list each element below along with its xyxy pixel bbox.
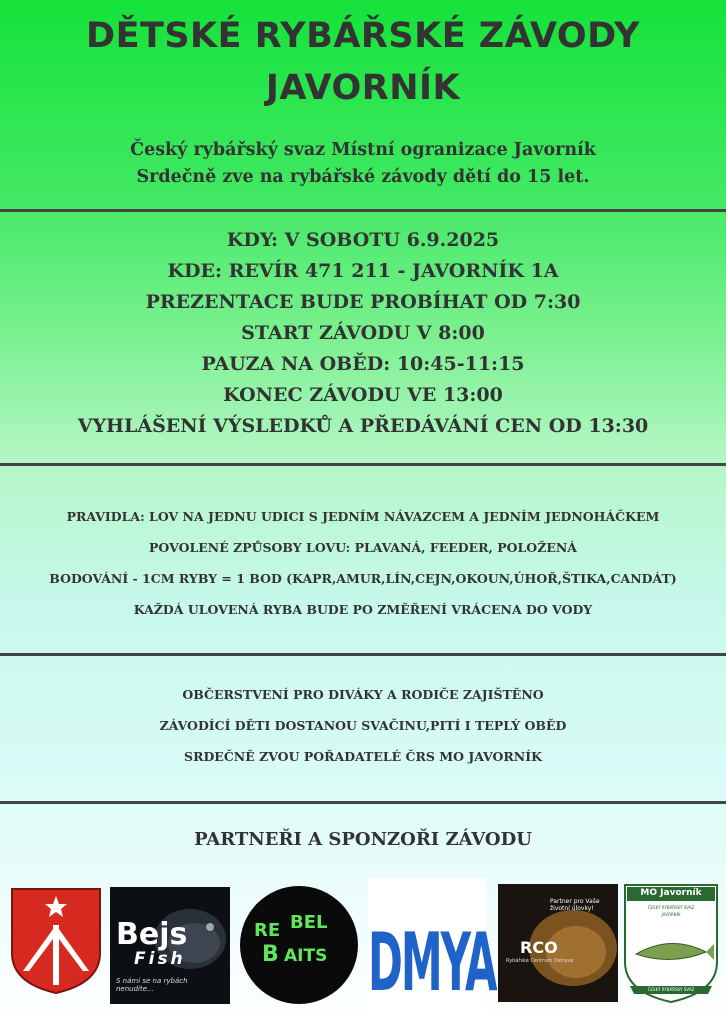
intro-organizer: Český rybářský svaz Místní ogranizace Javorník — [130, 140, 596, 160]
javornik-coat-of-arms-logo — [9, 885, 103, 995]
poster-title: DĚTSKÉ RYBÁŘSKÉ ZÁVODY — [86, 16, 640, 56]
mo-subtitle-2: JAVORNÍK — [661, 912, 681, 917]
bejs-tagline: S námi se na rybách nenudíte... — [116, 977, 188, 993]
schedule-item: PREZENTACE BUDE PROBÍHAT OD 7:30 — [145, 291, 581, 313]
schedule-item: PAUZA NA OBĚD: 10:45-11:15 — [201, 353, 525, 375]
info-list — [0, 679, 726, 772]
rco-wordmark: RCO — [520, 938, 558, 957]
schedule-item: KONEC ZÁVODU VE 13:00 — [223, 384, 503, 406]
rebel-text-2: BEL — [290, 912, 328, 933]
rules-list — [0, 501, 726, 625]
rebel-text-4: AITS — [284, 946, 328, 966]
divider — [0, 463, 726, 466]
bejs-fish-logo — [110, 887, 230, 1004]
divider — [0, 801, 726, 804]
schedule-item: START ZÁVODU V 8:00 — [241, 322, 485, 344]
rule-item: BODOVÁNÍ - 1CM RYBY = 1 BOD (KAPR,AMUR,LÍN,CEJN,OKOUN,ÚHOŘ,ŠTIKA,CANDÁT) — [49, 571, 677, 586]
rebel-baits-logo — [240, 886, 358, 1004]
rco-logo — [498, 884, 618, 1002]
info-item: OBČERSTVENÍ PRO DIVÁKY A RODIČE ZAJIŠTĚNO — [182, 687, 544, 702]
intro-invitation: Srdečně zve na rybářské závody dětí do 15 let. — [136, 167, 590, 187]
rco-tagline: Partner pro Vaše životní úlovky! — [550, 898, 600, 912]
poster-title-line2: JAVORNÍK — [265, 68, 461, 108]
rule-item: PRAVIDLA: LOV NA JEDNU UDICI S JEDNÍM NÁVAZCEM A JEDNÍM JEDNOHÁČKEM — [66, 509, 660, 524]
schedule-list — [0, 225, 726, 442]
mo-bottom-banner: ČESKÝ RYBÁŘSKÝ SVAZ — [647, 987, 695, 992]
divider — [0, 209, 726, 212]
schedule-item: KDE: REVÍR 471 211 - JAVORNÍK 1A — [167, 260, 559, 282]
rule-item: KAŽDÁ ULOVENÁ RYBA BUDE PO ZMĚŘENÍ VRÁCENA DO VODY — [133, 602, 593, 617]
bejs-brand-bottom: Fish — [134, 949, 186, 969]
info-item: ZÁVODÍCÍ DĚTI DOSTANOU SVAČINU,PITÍ I TEPLÝ OBĚD — [159, 718, 567, 733]
rule-item: POVOLENÉ ZPŮSOBY LOVU: PLAVANÁ, FEEDER, POLOŽENÁ — [149, 540, 577, 555]
divider — [0, 653, 726, 656]
bejs-brand-top: Bejs — [116, 917, 188, 952]
rco-subtitle: Rybářské Centrum Ostrava — [506, 958, 574, 964]
schedule-item: VYHLÁŠENÍ VÝSLEDKŮ A PŘEDÁVÁNÍ CEN OD 13:30 — [77, 415, 649, 437]
partners-heading: PARTNEŘI A SPONZOŘI ZÁVODU — [194, 829, 532, 850]
info-item: SRDEČNĚ ZVOU POŘADATELÉ ČRS MO JAVORNÍK — [184, 749, 542, 764]
mo-title: MO Javorník — [640, 888, 702, 898]
mo-subtitle: ČESKÝ RYBÁŘSKÝ SVAZ — [647, 905, 695, 910]
mo-javornik-logo — [622, 882, 720, 1004]
schedule-item: KDY: V SOBOTU 6.9.2025 — [226, 229, 500, 251]
dmya-logo — [368, 878, 496, 1010]
rebel-text-3: B — [262, 942, 279, 967]
rebel-text-1: RE — [254, 920, 281, 941]
dmya-wordmark: DMYA — [368, 916, 496, 1010]
